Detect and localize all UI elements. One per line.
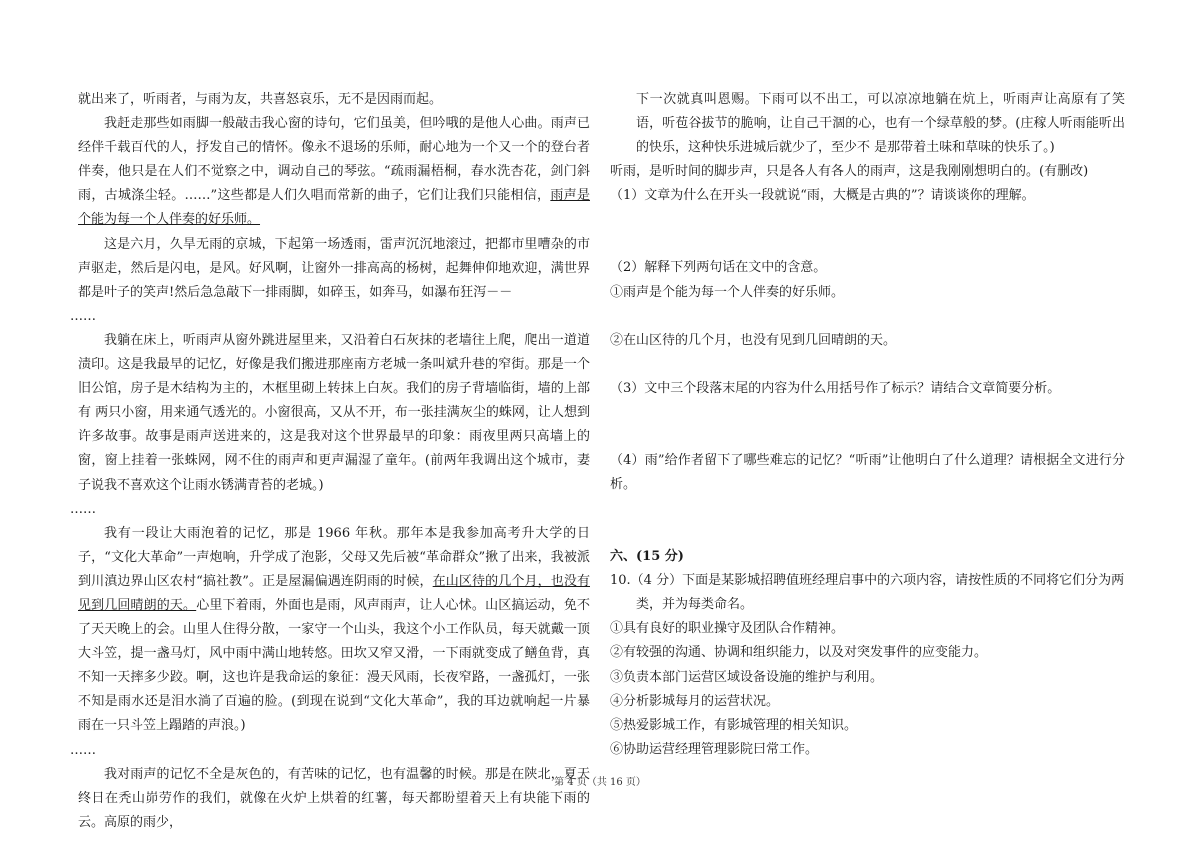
underlined-sentence: 雨声是个能为每一个人伴奏的好乐师。 [78, 188, 590, 228]
paragraph [78, 522, 590, 739]
underlined-sentence: 在山区待的几个月，也没有见到几回晴朗的天。 [78, 573, 590, 613]
paragraph-text: 我赶走那些如雨脚一般敲击我心窗的诗句，它们虽美，但吟哦的是他人心曲。雨声已经伴千载百代的人，抒发自己的情怀。像永不退场的乐师，耐心地为一个又一个的登台者伴奏，他只是在人们不觉察之中，调动自己的琴弦。“疏雨漏梧桐，春水洗杏花，剑门斜雨，古城涤尘轻。……”这些都是人们久唱而常新的曲子，它们让我们只能相信， [78, 116, 590, 204]
question-10-item: ①具有良好的职业操守及团队合作精神。 [610, 621, 845, 637]
question-10-item: ④分析影城每月的运营状况。 [610, 693, 780, 709]
question-10: 10.（4 分）下面是某影城招聘值班经理启事中的六项内容，请按性质的不同将它们分为两类，并为每类命名。 [610, 573, 1125, 613]
question-4: （4）雨”给作者留下了哪些难忘的记忆？“听雨”让他明白了什么道理？请根据全文进行分析。 [610, 452, 1125, 492]
paragraph: 听雨，是听时间的脚步声，只是各人有各人的雨声，这是我刚刚想明白的。(有删改) [610, 164, 1089, 180]
paragraph [78, 112, 590, 232]
question-10-item: ⑥协助运营经理管理影院曰常工作。 [610, 741, 819, 757]
question-10-item: ③负责本部门运营区域设备设施的维护与利用。 [610, 669, 884, 685]
paragraph: 这是六月，久旱无雨的京城，下起第一场透雨，雷声沉沉地滚过，把都市里嘈杂的市声驱走，然后是闪电，是风。好风啊，让窗外一排高高的杨树，起舞伸仰地欢迎，满世界都是叶子的笑声!然后急急敲下一排雨脚，如碎玉，如奔马，如瀑布狂泻－－ [78, 236, 590, 300]
paragraph: 我躺在床上，听雨声从窗外跳进屋里来，又沿着白石灰抹的老墙往上爬，爬出一道道渍印。这是我最早的记忆，好像是我们搬进那座南方老城一条叫斌升巷的窄街。那是一个旧公馆，房子是木结构为主的，木框里砌上转抹上白灰。我们的房子背墙临街，墙的上部有 两只小窗，用来通气透光的。小窗很高，又从不开，布一张挂满灰尘的蛛网，让人想到许多故事。故事是雨声送进来的，这是我对这个世界最早的印象：雨夜里两只高墙上的窗，窗上挂着一张蛛网，网不住的雨声和更声漏湿了童年。(前两年我调出这个城市，妻子说我不喜欢这个让雨水锈满青苔的老城。) [78, 332, 590, 493]
question-10-item: ②有较强的沟通、协调和组织能力，以及对突发事件的应变能力。 [610, 645, 988, 661]
question-3: （3）文中三个段落末尾的内容为什么用括号作了标示？请结合文章简要分析。 [610, 380, 1061, 396]
question-10-item: ⑤热爱影城工作，有影城管理的相关知识。 [610, 717, 858, 733]
question-1: （1）文章为什么在开头一段就说“雨，大概是古典的”？请谈谈你的理解。 [610, 188, 1035, 204]
ellipsis: …… [70, 742, 96, 758]
ellipsis: …… [70, 308, 96, 324]
ellipsis: …… [70, 501, 96, 517]
right-column [610, 88, 1125, 762]
page-footer: 第 4 页（共 16 页） [554, 777, 646, 788]
paragraph: 我对雨声的记忆不全是灰色的，有苦味的记忆，也有温馨的时候。那是在陕北，夏天终日在秃山峁劳作的我们，就像在火炉上烘着的红薯，每天都盼望着天上有块能下雨的云。高原的雨少， [78, 766, 590, 830]
section-title: 六、(15 分) [610, 549, 684, 565]
question-2: （2）解释下列两句话在文中的含意。 [610, 260, 827, 276]
paragraph-text: 心里下着雨，外面也是雨，风声雨声，让人心怵。山区搞运动，免不了天天晚上的会。山里人住得分散，一家守一个山头，我这个小工作队员，每天就戴一顶大斗笠，提一盏马灯，风中雨中满山地转悠。田坎又窄又滑，一下雨就变成了鳝鱼背，真不知一天摔多少跤。啊，这也许是我命运的象征：漫天风雨，长夜窄路，一盏孤灯，一张不知是雨水还是泪水淌了百遍的脸。(到现在说到“文化大革命”，我的耳边就响起一片暴雨在一只斗笠上蹋踏的声浪。) [78, 597, 590, 734]
question-2-item-1: ①雨声是个能为每一个人伴奏的好乐师。 [610, 284, 845, 300]
paragraph: 下一次就真叫恩赐。下雨可以不出工，可以凉凉地躺在炕上，听雨声让高原有了笑语，听苞谷拔节的脆响，让自己干涸的心，也有一个绿草般的梦。(庄稼人听雨能听出的快乐，这种快乐进城后就少了，至少不 是那带着土味和草味的快乐了。) [636, 92, 1125, 156]
paragraph: 就出来了，听雨者，与雨为友，共喜怒哀乐，无不是因雨而起。 [78, 92, 443, 107]
left-column [70, 88, 590, 835]
question-2-item-2: ②在山区待的几个月，也没有见到几回晴朗的天。 [610, 332, 897, 348]
paragraph-text: 我有一段让大雨泡着的记忆，那是 1966 年秋。那年本是我参加高考升大学的日子，“文化大革命”一声炮响，升学成了泡影，父母又先后被“革命群众”揪了出来，我被派到川滇边界山区农村“搞社教”。正是屋漏偏遇连阴雨的时候， [78, 525, 590, 589]
